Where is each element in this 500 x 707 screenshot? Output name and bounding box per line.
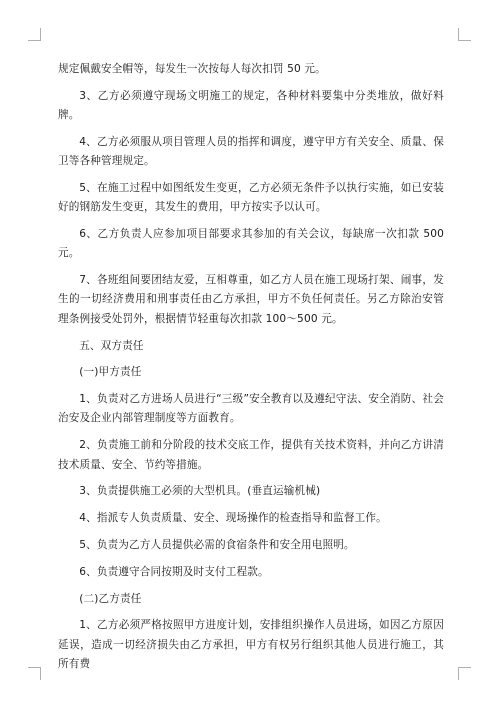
subsection-heading: (一)甲方责任: [79, 366, 142, 379]
paragraph-item: 5、在施工过程中如图纸发生变更，乙方必须无条件予以执行实施，如已安装好的钢筋发生变更，其发生的费用，甲方按实予以认可。: [58, 181, 444, 214]
paragraph-item: 3、乙方必须遵守现场文明施工的规定，各种材料要集中分类堆放，做好料牌。: [58, 89, 444, 122]
paragraph-item: 1、负责对乙方进场人员进行“三级”安全教育以及遵纪守法、安全消防、社会治安及企业内部管理制度等方面教育。: [58, 393, 444, 425]
paragraph-item: 6、乙方负责人应参加项目部要求其参加的有关会议，每缺席一次扣款 500 元。: [58, 228, 444, 260]
paragraph-item: 4、指派专人负责质量、安全、现场操作的检查指导和监督工作。: [79, 512, 387, 525]
section-heading: 五、双方责任: [79, 339, 144, 352]
paragraph-item: 4、乙方必须服从项目管理人员的指挥和调度，遵守甲方有关安全、质量、保卫等各种管理规定。: [58, 135, 444, 168]
crop-mark-bottom-left: [28, 667, 41, 680]
crop-mark-top-right: [458, 28, 471, 41]
paragraph-continuation: 规定佩戴安全帽等，每发生一次按每人每次扣罚 50 元。: [58, 63, 326, 75]
document-body: [58, 60, 444, 682]
paragraph-item: 3、负责提供施工必须的大型机具。(垂直运输机械): [79, 485, 321, 498]
subsection-heading: (二)乙方责任: [79, 592, 142, 605]
crop-mark-top-left: [28, 28, 41, 41]
paragraph-item: 6、负责遵守合同按期及时支付工程款。: [79, 565, 269, 578]
crop-mark-bottom-right: [458, 667, 471, 680]
paragraph-item: 7、各班组间要团结友爱，互相尊重，如乙方人员在施工现场打架、闹事，发生的一切经济费用和刑事责任由乙方承担，甲方不负任何责任。另乙方除治安管理条例接受处罚外，根据情节轻重每次扣款 100～500 元。: [58, 274, 444, 325]
paragraph-item: 2、负责施工前和分阶段的技术交底工作，提供有关技术资料，并向乙方讲清技术质量、安全、节约等措施。: [58, 439, 444, 471]
paragraph-item: 1、乙方必须严格按照甲方进度计划，安排组织操作人员进场，如因乙方原因延误，造成一切经济损失由乙方承担，甲方有权另行组织其他人员进行施工，其所有费: [58, 619, 444, 670]
paragraph-item: 5、负责为乙方人员提供必需的食宿条件和安全用电照明。: [79, 538, 355, 551]
